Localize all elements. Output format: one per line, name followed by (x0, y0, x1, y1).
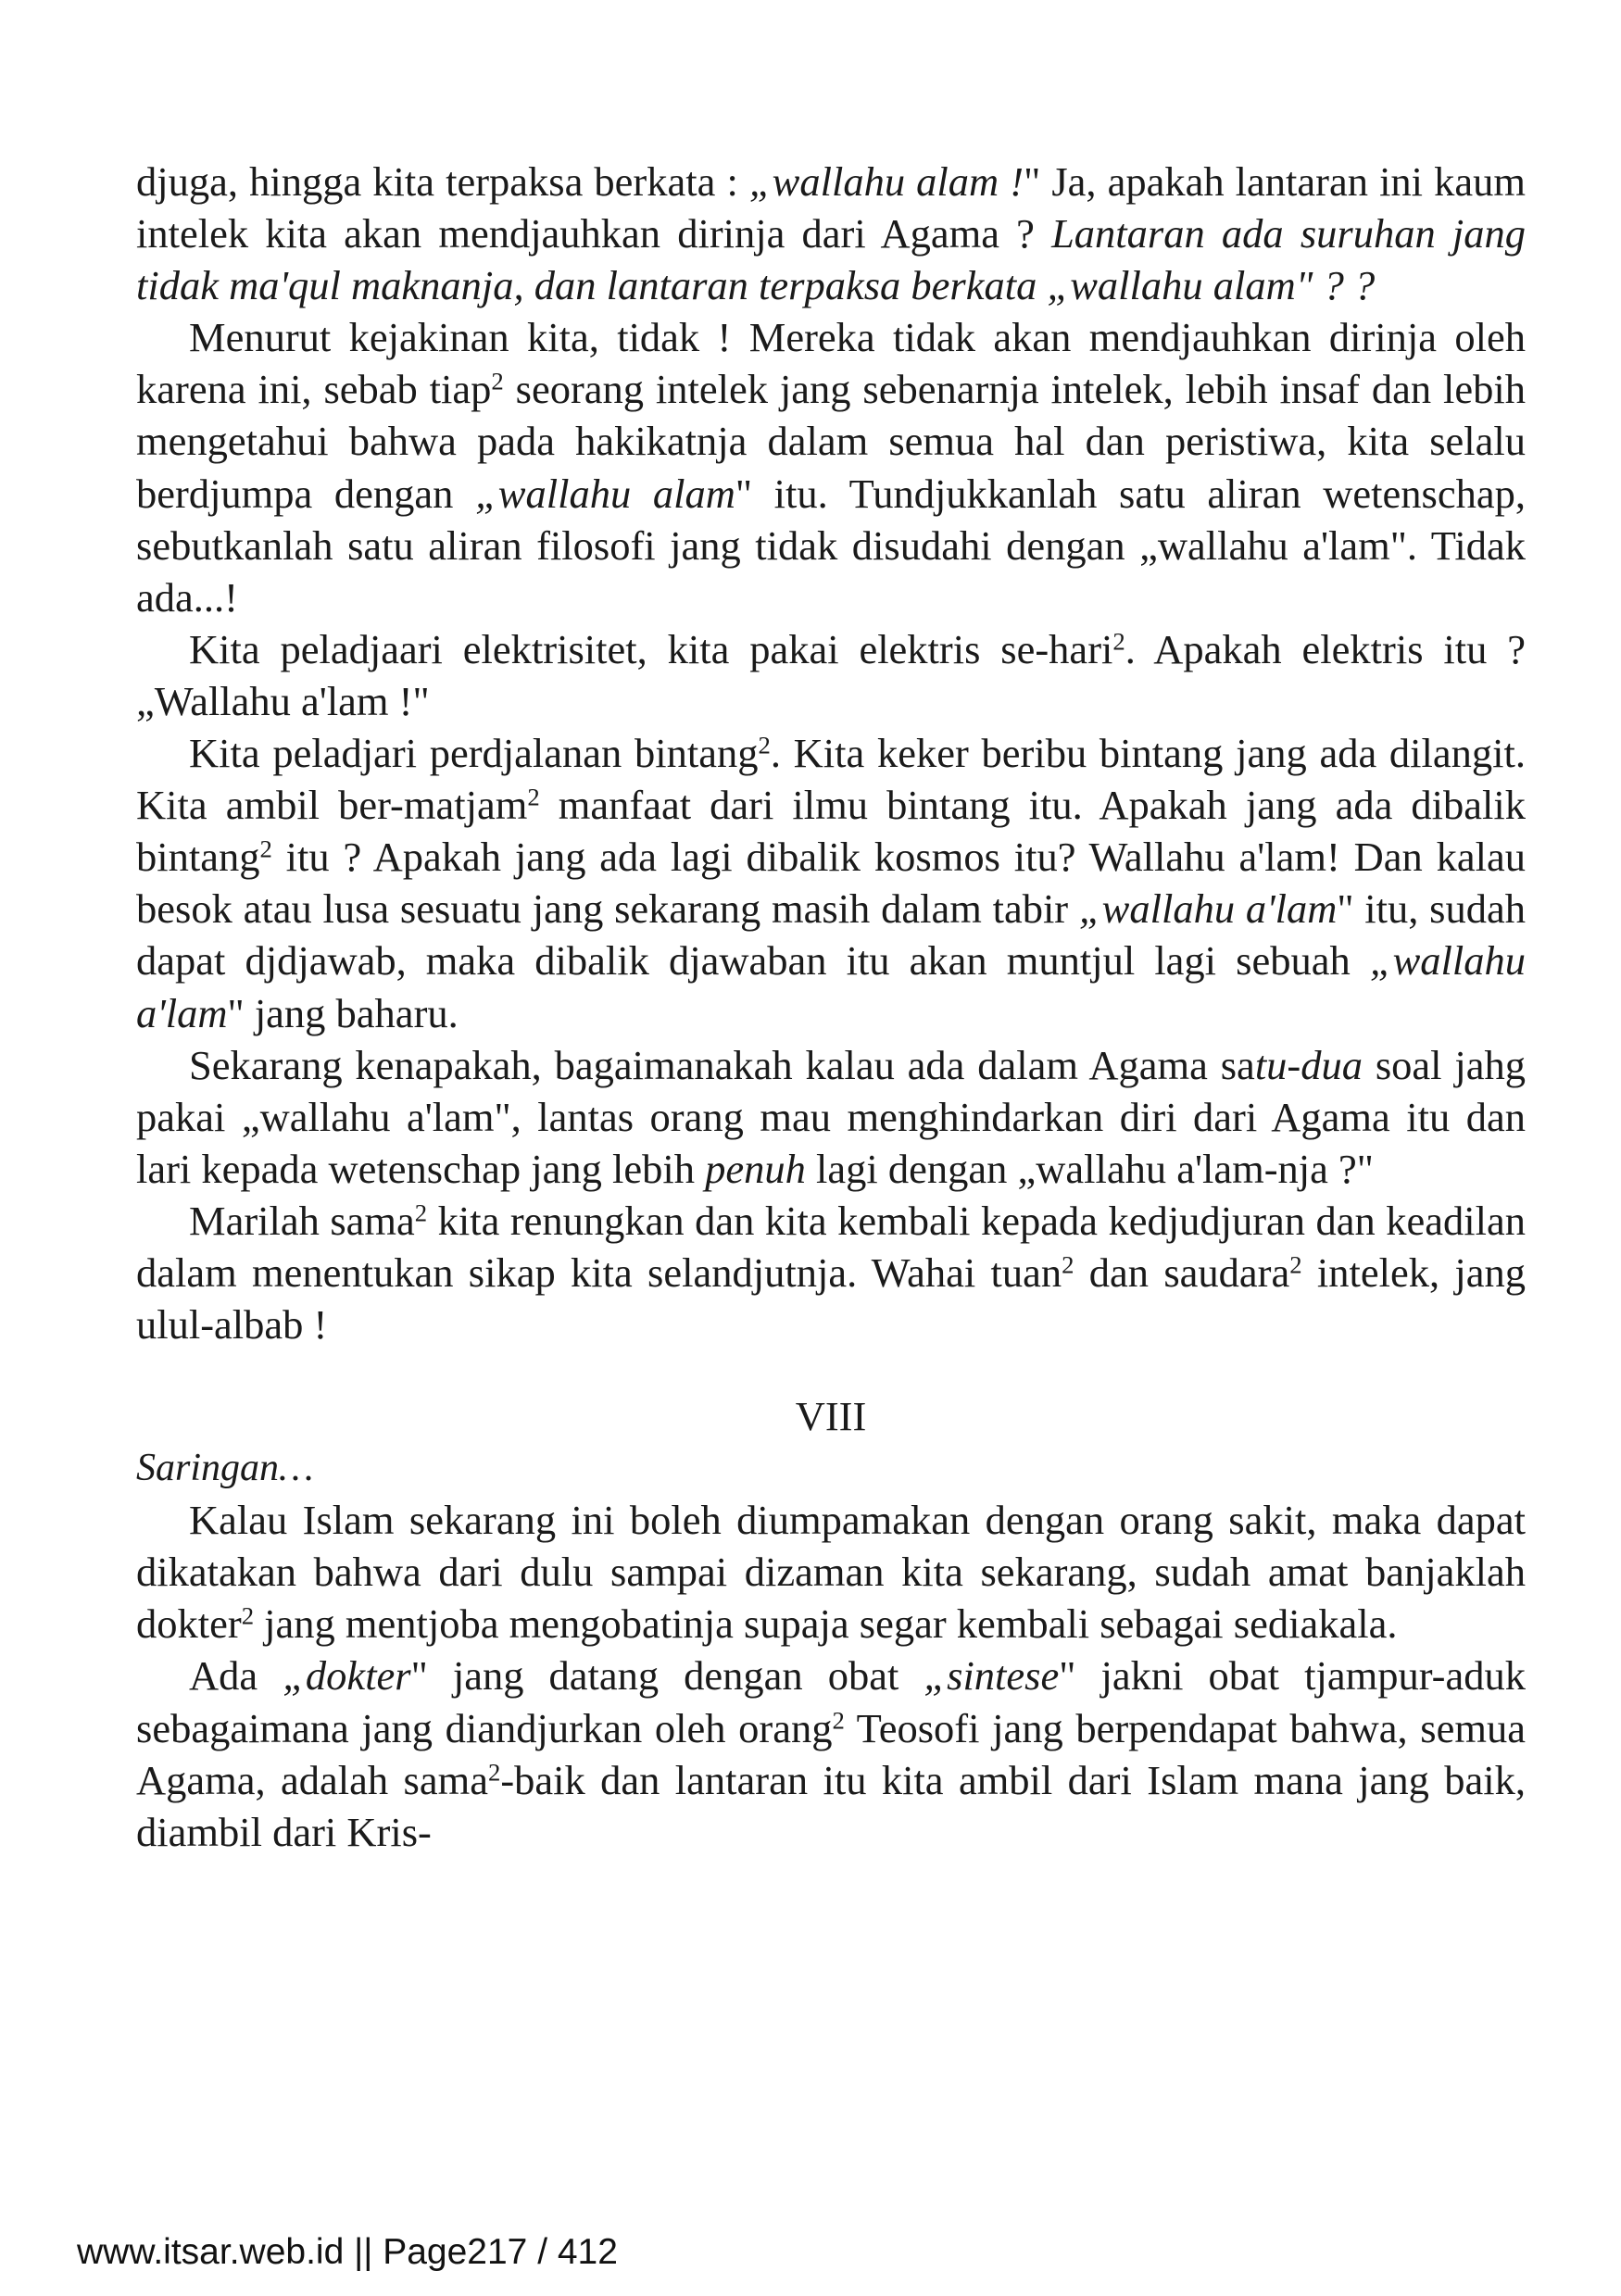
superscript: 2 (414, 1198, 428, 1227)
text-run: Menurut kejakinan kita, tidak ! Mereka tidak akan mendjauhkan dirinja oleh karena ini, sebab tiap (136, 314, 1526, 413)
text-run: dan saudara (1074, 1248, 1290, 1296)
text-run: intelek, jang ulul-albab ! (136, 1248, 1526, 1349)
superscript: 2 (241, 1601, 255, 1630)
text-run: Sekarang kenapakah, bagaimanakah kalau ada dalam Agama sa (189, 1041, 1255, 1088)
text-run: . Apakah elektris itu ? „Wallahu a'lam !" (136, 625, 1526, 724)
italic-text: Lantaran ada suruhan jang tidak ma'qul maknanja, dan lantaran terpaksa berkata „wallahu alam" ? ? (136, 210, 1526, 309)
superscript: 2 (1062, 1250, 1074, 1279)
superscript: 2 (527, 783, 540, 811)
text-run: Kalau Islam sekarang ini boleh diumpamakan dengan orang sakit, maka dapat dikatakan bahwa dari dulu sampai dizaman kita sekarang, sudah amat banjaklah dokter (136, 1497, 1526, 1648)
superscript: 2 (832, 1705, 845, 1734)
paragraph (136, 1039, 1526, 1195)
text-run: " jang datang dengan obat (410, 1652, 924, 1700)
italic-text: „sintese (924, 1652, 1060, 1700)
paragraph (136, 1195, 1526, 1350)
page-footer: www.itsar.web.id || Page217 / 412 (77, 2232, 618, 2272)
text-run: djuga, hingga kita terpaksa berkata : (136, 158, 749, 205)
text-run: Ada (189, 1652, 283, 1700)
paragraphs-before-section (136, 156, 1526, 1350)
text-run: soal jahg pakai „wallahu a'lam", lantas orang mau menghindarkan diri dari Agama itu dan lari kepada wetenschap jang lebih (136, 1041, 1526, 1192)
text-run: Teosofi jang berpendapat bahwa, semua Agama, adalah sama (136, 1704, 1526, 1803)
text-run: seorang intelek jang sebenarnja intelek, lebih insaf dan lebih mengetahui bahwa pada hakikatnja dalam semua hal dan peristiwa, kita selalu berdjumpa dengan (136, 366, 1526, 517)
text-run: . Kita keker beribu bintang jang ada dilangit. Kita ambil ber-matjam (136, 730, 1527, 829)
paragraph (136, 1650, 1526, 1857)
paragraph (136, 1494, 1526, 1650)
text-run: manfaat dari ilmu bintang itu. Apakah jang ada dibalik bintang (136, 782, 1527, 881)
text-run: " jakni obat tjampur-aduk sebagaimana jang diandjurkan oleh orang (136, 1652, 1526, 1751)
text-run: " itu. Tundjukkanlah satu aliran wetenschap, sebutkanlah satu aliran filosofi jang tidak disudahi dengan „wallahu a'lam". Tidak ada...! (136, 470, 1526, 621)
paragraph (136, 623, 1526, 727)
text-run: Marilah sama (189, 1197, 415, 1244)
paragraph (136, 311, 1526, 623)
italic-text: „wallahu alam ! (748, 158, 1024, 205)
superscript: 2 (1112, 627, 1125, 656)
text-run: itu ? Apakah jang ada lagi dibalik kosmos itu? Wallahu a'lam! Dan kalau besok atau lusa sesuatu jang sekarang masih dalam tabir (136, 834, 1526, 933)
superscript: 2 (491, 367, 504, 395)
section-title: Saringan… (136, 1447, 314, 1490)
section-number: VIII (795, 1393, 867, 1440)
paragraphs-after-section (136, 1494, 1526, 1858)
paragraph (136, 156, 1526, 311)
text-run: lagi dengan „wallahu a'lam-nja ?" (805, 1145, 1374, 1192)
text-run: " jang baharu. (227, 989, 459, 1036)
text-run: kita renungkan dan kita kembali kepada kedjudjuran dan keadilan dalam menentukan sikap kita selandjutnja. Wahai tuan (136, 1197, 1526, 1296)
superscript: 2 (259, 834, 272, 863)
italic-text: tu-dua (1254, 1041, 1363, 1088)
text-run: Kita peladjari perdjalanan bintang (189, 730, 759, 777)
superscript: 2 (758, 731, 771, 759)
italic-text: „wallahu a'lam (1078, 885, 1338, 933)
superscript: 2 (1289, 1250, 1302, 1279)
text-run: " Ja, apakah lantaran ini kaum intelek kita akan mendjauhkan dirinja dari Agama ? (136, 158, 1526, 257)
superscript: 2 (487, 1757, 501, 1786)
text-run: jang mentjoba mengobatinja supaja segar kembali sebagai sediakala. (254, 1600, 1398, 1648)
italic-text: „dokter (283, 1652, 411, 1700)
page-body (136, 156, 1526, 1858)
text-run: Kita peladjaari elektrisitet, kita pakai elektris se-hari (189, 625, 1113, 672)
italic-text: „wallahu alam (475, 470, 735, 517)
italic-text: „wallahu a'lam (136, 937, 1526, 1036)
text-run: " itu, sudah dapat djdjawab, maka dibalik djawaban itu akan muntjul lagi sebuah (136, 885, 1526, 985)
text-run: -baik dan lantaran itu kita ambil dari Islam mana jang baik, diambil dari Kris- (136, 1756, 1526, 1855)
paragraph (136, 727, 1526, 1039)
italic-text: penuh (705, 1145, 806, 1192)
